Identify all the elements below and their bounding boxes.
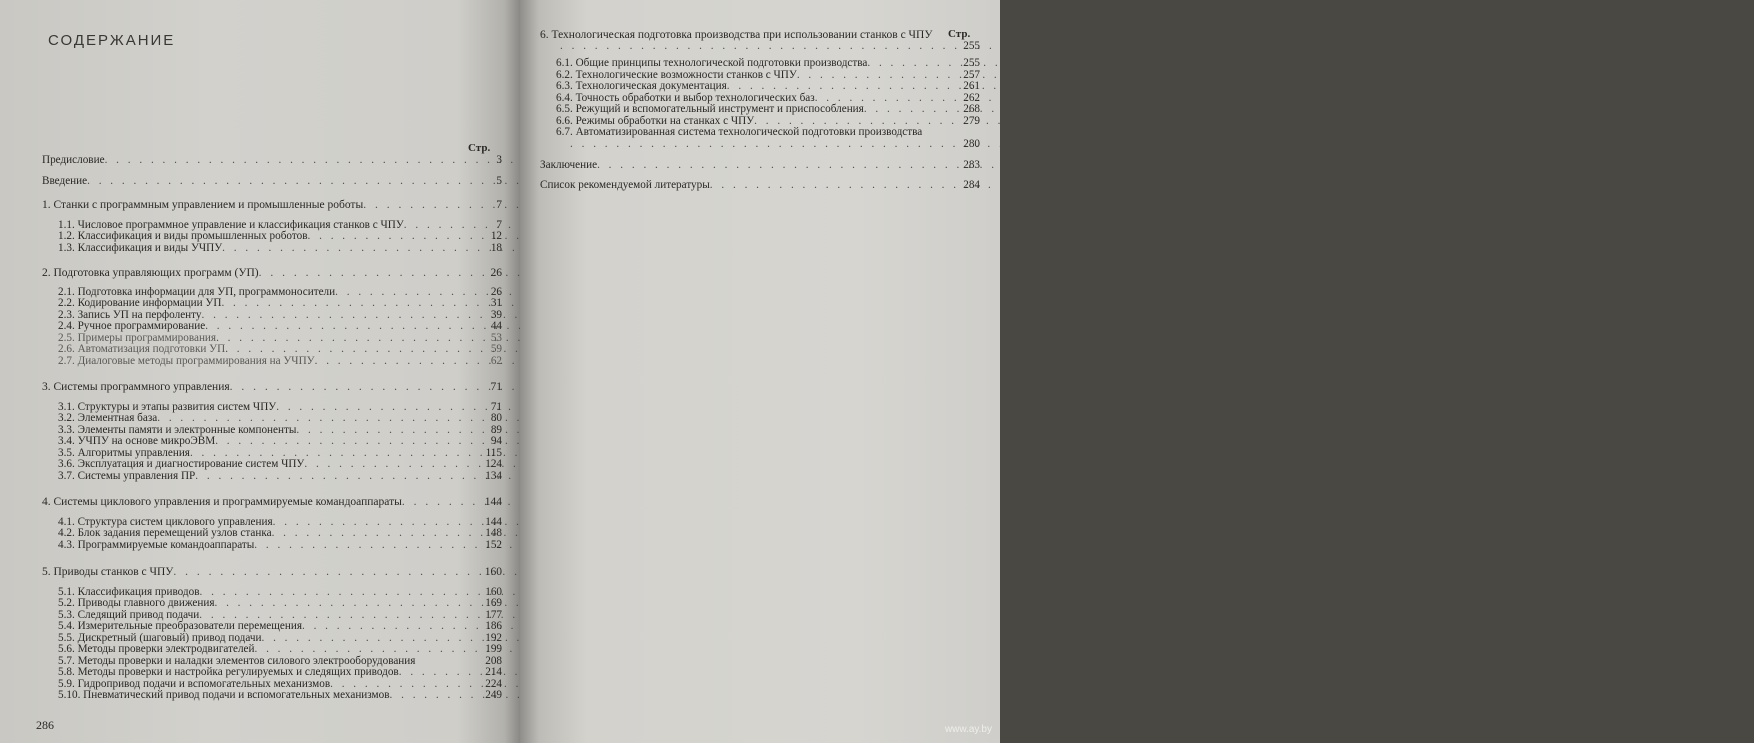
toc-entry-introduction: Введение . . . 5 bbox=[42, 176, 502, 188]
toc-section-1-3: 1.3. Классификация и виды УЧПУ . . . 18 bbox=[42, 243, 502, 255]
toc-section-5-10: 5.10. Пневматический привод подачи и вспомогательных механизмов . . . 249 bbox=[42, 690, 502, 702]
toc-section-1-2: 1.2. Классификация и виды промышленных роботов . . . 12 bbox=[42, 231, 502, 243]
left-page bbox=[0, 0, 520, 743]
toc-section-6-1: 6.1. Общие принципы технологической подготовки производства . . . 255 bbox=[540, 58, 980, 70]
toc-section-2-1: 2.1. Подготовка информации для УП, программоносители . . . 26 bbox=[42, 287, 502, 299]
toc-chapter-6: 6. Технологическая подготовка производства при использовании станков с ЧПУ bbox=[540, 29, 933, 41]
toc-section-3-2: 3.2. Элементная база . . . 80 bbox=[42, 413, 502, 425]
toc-section-5-8: 5.8. Методы проверки и настройка регулируемых и следящих приводов . . . 214 bbox=[42, 667, 502, 679]
toc-section-6-4: 6.4. Точность обработки и выбор технологических баз . . . 262 bbox=[540, 93, 980, 105]
toc-chapter-5: 5. Приводы станков с ЧПУ . . . 160 bbox=[42, 567, 502, 579]
toc-section-3-7: 3.7. Системы управления ПР . . . 134 bbox=[42, 471, 502, 483]
toc-section-6-5: 6.5. Режущий и вспомогательный инструмент и приспособления . . . 268 bbox=[540, 104, 980, 116]
toc-chapter-3: 3. Системы программного управления . . . 71 bbox=[42, 382, 502, 394]
toc-section-2-5: 2.5. Примеры программирования . . . 53 bbox=[42, 333, 502, 345]
toc-chapter-1: 1. Станки с программным управлением и промышленные роботы . . . 7 bbox=[42, 200, 502, 212]
toc-entry-conclusion: Заключение . . . 283 bbox=[540, 160, 980, 172]
toc-section-5-1: 5.1. Классификация приводов . . . 160 bbox=[42, 587, 502, 599]
toc-section-4-1: 4.1. Структура систем циклового управления . . . 144 bbox=[42, 517, 502, 529]
toc-section-3-3: 3.3. Элементы памяти и электронные компоненты . . . 89 bbox=[42, 425, 502, 437]
toc-section-5-6: 5.6. Методы проверки электродвигателей . . . 199 bbox=[42, 644, 502, 656]
toc-section-6-2: 6.2. Технологические возможности станков с ЧПУ . . . 257 bbox=[540, 70, 980, 82]
toc-section-2-4: 2.4. Ручное программирование . . . 44 bbox=[42, 321, 502, 333]
toc-section-4-3: 4.3. Программируемые командоаппараты . . . 152 bbox=[42, 540, 502, 552]
toc-chapter-4: 4. Системы циклового управления и программируемые командоаппараты . . . 144 bbox=[42, 497, 502, 509]
toc-section-3-6: 3.6. Эксплуатация и диагностирование систем ЧПУ . . . 124 bbox=[42, 459, 502, 471]
page-column-header: Стр. bbox=[468, 142, 491, 154]
toc-section-5-7: 5.7. Методы проверки и наладки элементов силового электрооборудования 208 bbox=[58, 654, 502, 667]
toc-section-6-3: 6.3. Технологическая документация . . . 261 bbox=[540, 81, 980, 93]
toc-section-6-6: 6.6. Режимы обработки на станках с ЧПУ . . . 279 bbox=[540, 116, 980, 128]
toc-section-3-5: 3.5. Алгоритмы управления . . . 115 bbox=[42, 448, 502, 460]
toc-entry-references: Список рекомендуемой литературы . . . 284 bbox=[540, 180, 980, 192]
toc-section-5-4: 5.4. Измерительные преобразователи перемещения . . . 186 bbox=[42, 621, 502, 633]
toc-section-5-5: 5.5. Дискретный (шаговый) привод подачи . . . 192 bbox=[42, 633, 502, 645]
watermark: www.ay.by bbox=[944, 724, 992, 735]
toc-section-2-6: 2.6. Автоматизация подготовки УП . . . 59 bbox=[42, 344, 502, 356]
toc-section-6-7-page: . . . 280 bbox=[540, 139, 980, 151]
toc-section-5-9: 5.9. Гидропривод подачи и вспомогательных механизмов . . . 224 bbox=[42, 679, 502, 691]
toc-section-4-2: 4.2. Блок задания перемещений узлов станка . . . 148 bbox=[42, 528, 502, 540]
toc-section-2-2: 2.2. Кодирование информации УП . . . 31 bbox=[42, 298, 502, 310]
toc-section-5-2: 5.2. Приводы главного движения . . . 169 bbox=[42, 598, 502, 610]
page-number: 286 bbox=[36, 718, 54, 732]
toc-section-5-3: 5.3. Следящий привод подачи . . . 177 bbox=[42, 610, 502, 622]
toc-section-6-7: 6.7. Автоматизированная система технологической подготовки производства bbox=[556, 126, 923, 138]
toc-chapter-2: 2. Подготовка управляющих программ (УП) . . . 26 bbox=[42, 268, 502, 280]
toc-section-3-4: 3.4. УЧПУ на основе микроЭВМ . . . 94 bbox=[42, 436, 502, 448]
toc-section-2-3: 2.3. Запись УП на перфоленту . . . 39 bbox=[42, 310, 502, 322]
toc-section-1-1: 1.1. Числовое программное управление и классификация станков с ЧПУ . . . 7 bbox=[42, 220, 502, 232]
page-column-header-right: Стр. bbox=[948, 28, 971, 40]
toc-list-left bbox=[42, 155, 502, 702]
toc-section-3-1: 3.1. Структуры и этапы развития систем ЧПУ . . . 71 bbox=[42, 402, 502, 414]
toc-section-2-7: 2.7. Диалоговые методы программирования на УЧПУ . . . 62 bbox=[42, 356, 502, 368]
toc-title: СОДЕРЖАНИЕ bbox=[48, 32, 176, 49]
toc-list-right bbox=[540, 30, 980, 191]
toc-chapter-6-page: . . . 255 bbox=[540, 41, 980, 53]
toc-entry-preface: Предисловие . . . 3 bbox=[42, 155, 502, 167]
